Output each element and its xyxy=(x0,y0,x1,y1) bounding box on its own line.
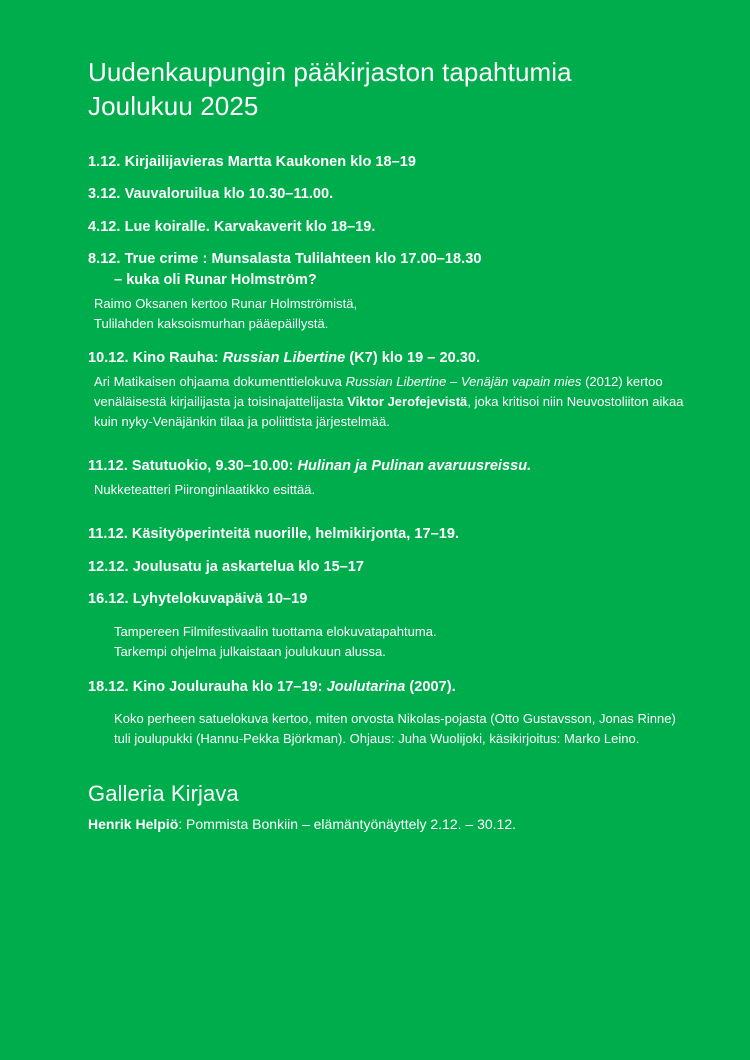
event-description: Koko perheen satuelokuva kertoo, miten orvosta Nikolas-pojasta (Otto Gustavsson, Jonas Rinne) tuli joulupukki (Hannu-Pekka Björkman). Ohjaus: Juha Wuolijoki, käsikirjoitus: Marko Leino. xyxy=(114,711,676,747)
event-heading: 16.12. Lyhytelokuvapäivä 10–19 xyxy=(88,591,308,608)
event-item xyxy=(88,524,690,545)
event-description-line: Tarkempi ohjelma julkaistaan joulukuun alussa. xyxy=(114,644,386,660)
event-heading-suffix: (2007). xyxy=(405,678,456,695)
event-heading-title: Russian Libertine xyxy=(222,350,346,367)
event-description-part: (2012) kertoo venäläisestä kirjailijasta ja toisinajattelijasta xyxy=(94,373,663,409)
event-heading-prefix: 18.12. Kino Joulurauha klo 17–19: xyxy=(88,678,327,695)
event-item xyxy=(88,589,690,662)
event-item xyxy=(88,217,690,238)
event-item xyxy=(88,152,690,173)
page-title xyxy=(88,55,690,124)
event-heading xyxy=(88,456,690,477)
event-list xyxy=(88,152,690,750)
event-description-person: Viktor Jerofejevistä xyxy=(347,393,468,409)
event-item xyxy=(88,348,690,432)
event-item xyxy=(88,677,690,750)
gallery-exhibition-details: : Pommista Bonkiin – elämäntyönäyttely 2.12. – 30.12. xyxy=(178,816,516,833)
event-item xyxy=(88,184,690,205)
event-description-line: Tampereen Filmifestivaalin tuottama elokuvatapahtuma. xyxy=(114,624,437,639)
event-heading: 11.12. Käsityöperinteitä nuorille, helmikirjonta, 17–19. xyxy=(88,526,460,543)
event-description-film-title: Russian Libertine – Venäjän vapain mies xyxy=(345,373,582,389)
event-description xyxy=(88,372,690,433)
gallery-artist-name: Henrik Helpiö xyxy=(88,816,179,833)
gallery-exhibition-entry xyxy=(88,814,690,834)
page-title-line-2: Joulukuu 2025 xyxy=(88,91,259,122)
gallery-section xyxy=(88,780,690,835)
event-heading: 3.12. Vauvaloruilua klo 10.30–11.00. xyxy=(88,186,334,203)
event-heading xyxy=(88,348,690,369)
event-heading: 12.12. Joulusatu ja askartelua klo 15–17 xyxy=(88,558,365,575)
event-description-part: Ari Matikaisen ohjaama dokumenttielokuva xyxy=(94,373,346,389)
event-heading-prefix: 10.12. Kino Rauha: xyxy=(88,350,223,367)
event-item xyxy=(88,456,690,500)
page-title-line-1: Uudenkaupungin pääkirjaston tapahtumia xyxy=(88,57,572,87)
event-item xyxy=(88,557,690,578)
gallery-title: Galleria Kirjava xyxy=(88,780,239,806)
event-description-part: , joka kritisoi niin Neuvostoliiton aikaa kuin nyky-Venäjänkin tilaa ja poliittista järjestelmää. xyxy=(94,393,684,430)
event-item xyxy=(88,249,690,334)
event-description-line: Nukketeatteri Piironginlaatikko esittää. xyxy=(94,482,316,497)
event-heading-title: Hulinan ja Pulinan avaruusreissu. xyxy=(297,458,532,475)
event-heading: 1.12. Kirjailijavieras Martta Kaukonen klo 18–19 xyxy=(88,153,417,170)
event-description-line: Raimo Oksanen kertoo Runar Holmströmistä, xyxy=(94,295,358,311)
event-heading-main: 8.12. True crime : Munsalasta Tulilahteen klo 17.00–18.30 xyxy=(88,251,482,268)
event-heading xyxy=(88,677,690,698)
event-heading: 4.12. Lue koiralle. Karvakaverit klo 18–19. xyxy=(88,218,376,235)
event-heading-continuation: – kuka oli Runar Holmström? xyxy=(114,271,317,288)
event-description xyxy=(88,622,690,663)
event-description xyxy=(88,294,690,335)
event-description-line: Tulilahden kaksoismurhan pääepäillystä. xyxy=(94,315,329,331)
event-heading-suffix: (K7) klo 19 – 20.30. xyxy=(345,350,481,367)
event-description xyxy=(88,480,690,500)
event-heading-title: Joulutarina xyxy=(326,678,406,695)
event-heading xyxy=(88,249,690,290)
event-heading-prefix: 11.12. Satutuokio, 9.30–10.00: xyxy=(88,458,298,475)
